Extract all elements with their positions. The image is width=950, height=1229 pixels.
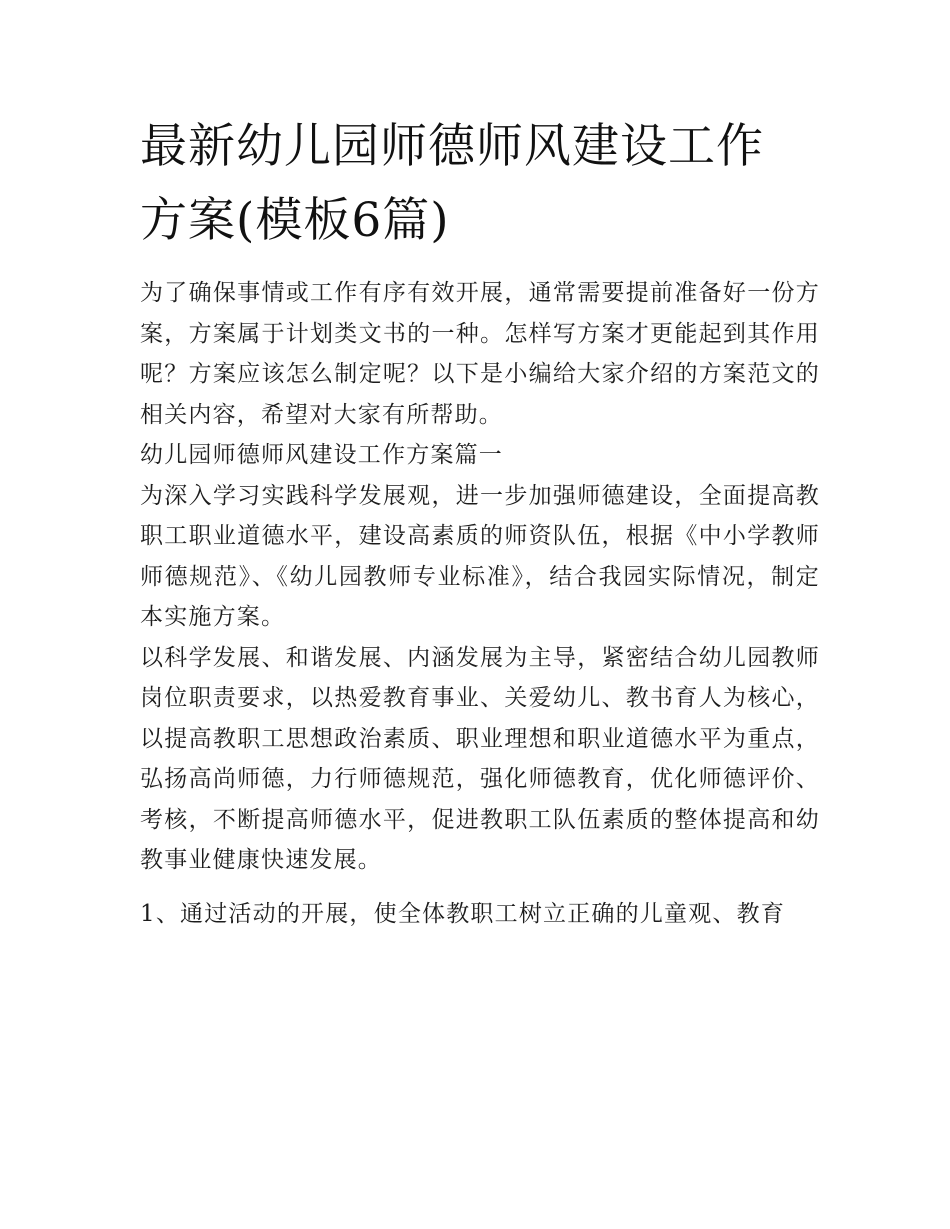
body-paragraph: 为深入学习实践科学发展观，进一步加强师德建设，全面提高教职工职业道德水平，建设高素质的师资队伍，根据《中小学教师师德规范》、《幼儿园教师专业标准》，结合我园实际情况，制定本实施方案。: [140, 482, 820, 630]
section-heading: 幼儿园师德师风建设工作方案篇一: [140, 442, 503, 468]
title-line-2: 方案(模板6篇): [140, 193, 450, 248]
title-line-1: 最新幼儿园师德师风建设工作: [140, 119, 764, 174]
document-content: [140, 110, 820, 934]
document-body: [140, 273, 820, 934]
document-title: [140, 110, 820, 258]
body-paragraph: 以科学发展、和谐发展、内涵发展为主导，紧密结合幼儿园教师岗位职责要求，以热爱教育事业、关爱幼儿、教书育人为核心，以提高教职工思想政治素质、职业理想和职业道德水平为重点，弘扬高尚师德，力行师德规范，强化师德教育，优化师德评价、考核，不断提高师德水平，促进教职工队伍素质的整体提高和幼教事业健康快速发展。: [140, 644, 820, 873]
numbered-item: 1、通过活动的开展，使全体教职工树立正确的儿童观、教育: [140, 900, 786, 927]
intro-paragraph: 为了确保事情或工作有序有效开展，通常需要提前准备好一份方案，方案属于计划类文书的一种。怎样写方案才更能起到其作用呢？方案应该怎么制定呢？以下是小编给大家介绍的方案范文的相关内容，希望对大家有所帮助。: [140, 280, 820, 428]
